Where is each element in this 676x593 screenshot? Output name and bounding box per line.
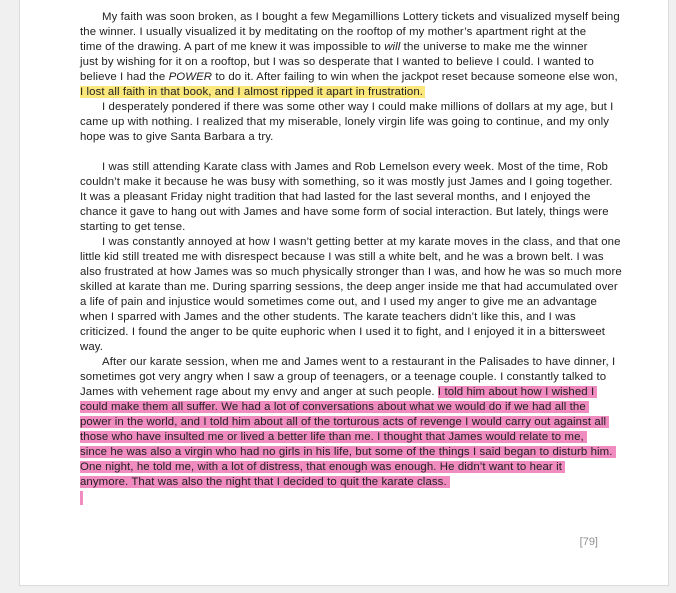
text-segment: My faith was soon broken, as I bought a few Megamillions Lottery tickets and visualized myself being [102, 11, 620, 23]
text-line [80, 415, 607, 430]
highlight-caret [80, 491, 83, 505]
text-segment: just by wishing for it on a rooftop, but I was so desperate that I wanted to believe I could. I wanted to [80, 56, 594, 68]
highlighted-text: I lost all faith in that book, and I almost ripped it apart in frustration. [80, 86, 424, 98]
text-line [80, 175, 613, 190]
text-segment: little kid still treated me with disrespect because I was still a white belt, and he was a brown belt. I was [80, 251, 604, 263]
paragraph [80, 355, 616, 490]
highlighted-text: power in the world, and I told him about all of the torturous acts of revenge I would carry out against all [80, 416, 609, 428]
text-line [80, 295, 598, 310]
text-segment: James with vehement rage about my envy and anger at such people. [80, 386, 438, 398]
text-line [80, 430, 598, 445]
text-line [80, 325, 606, 340]
text-segment: skilled at karate than me. During sparring sessions, the deep anger inside me that had accumulated over [80, 281, 618, 293]
text-line [80, 340, 598, 355]
text-line [80, 85, 598, 100]
text-segment: After our karate session, when me and James went to a restaurant in the Palisades to have dinner, I [102, 356, 616, 368]
highlighted-text: those who have insulted me or lived a better life than me. I thought that James would relate to me, [80, 431, 587, 443]
text-segment: hope was to give Santa Barbara a try. [80, 131, 274, 143]
text-line [80, 40, 598, 55]
text-line [80, 25, 598, 40]
text-segment: a life of pain and injustice would sometimes come out, and I used my anger to give me an advantage [80, 296, 597, 308]
empty-line [80, 490, 598, 510]
document-page [19, 0, 669, 586]
text-segment: It was a pleasant Friday night tradition that had lasted for the last several months, and I enjoyed the [80, 191, 591, 203]
paragraph [80, 235, 622, 355]
text-segment: POWER [168, 71, 213, 83]
paragraph [80, 100, 614, 145]
text-line [80, 460, 598, 475]
text-line [80, 190, 598, 205]
text-segment: I was still attending Karate class with James and Rob Lemelson every week. Most of the time, Rob [102, 161, 608, 173]
text-line [80, 475, 598, 490]
text-segment: chance it gave to hang out with James and have some form of social interaction. But lately, things were [80, 206, 609, 218]
text-line [80, 55, 598, 70]
paragraph [80, 160, 613, 235]
text-segment: way. [80, 341, 103, 353]
highlighted-text: could make them all suffer. We had a lot of conversations about what we would do if we had all the [80, 401, 589, 413]
text-line [80, 235, 621, 250]
text-segment: the universe to make me the winner [400, 41, 588, 53]
text-segment: starting to get tense. [80, 221, 186, 233]
text-segment: will [384, 41, 401, 53]
text-segment: to do it. After failing to win when the jackpot reset because someone else won, [212, 71, 618, 83]
highlighted-text: since he was also a virgin who had no girls in his life, but some of the things I said began to disturb him. [80, 446, 616, 458]
text-segment: I desperately pondered if there was some other way I could make millions of dollars at my age, but I [102, 101, 614, 113]
text-line [80, 280, 618, 295]
paragraph [80, 10, 620, 100]
text-segment: when I sparred with James and the other students. The karate teachers didn’t like this, and I was [80, 311, 576, 323]
text-line [80, 400, 598, 415]
text-line [80, 220, 598, 235]
text-segment: time of the drawing. A part of me knew it was impossible to [80, 41, 385, 53]
text-line [80, 70, 618, 85]
text-line [80, 250, 604, 265]
text-line [80, 385, 598, 400]
text-line [80, 445, 613, 460]
text-line [80, 265, 622, 280]
text-segment: sometimes got very angry when I saw a group of teenagers, or a teenage couple. I constantly talked to [80, 371, 607, 383]
text-line [80, 100, 614, 115]
text-line [80, 10, 620, 25]
highlighted-text: I told him about how I wished I [438, 386, 597, 398]
text-line [80, 205, 609, 220]
text-line [80, 160, 608, 175]
page-number: [79] [579, 536, 598, 548]
text-segment: couldn’t make it because he was busy with something, so it was mostly just James and I going together. [80, 176, 613, 188]
document-body [80, 10, 622, 510]
text-line [80, 370, 607, 385]
highlighted-text: anymore. That was also the night that I decided to quit the karate class. [80, 476, 450, 488]
text-segment: came up with nothing. I realized that my miserable, lonely virgin life was going to continue, and my only [80, 116, 610, 128]
text-segment: the winner. I usually visualized it by meditating on the rooftop of my mother’s apartment right at the [80, 26, 587, 38]
text-segment: believe I had the [80, 71, 169, 83]
text-segment: also frustrated at how James was so much physically stronger than I was, and how he was so much more [80, 266, 622, 278]
highlighted-text: One night, he told me, with a lot of distress, that enough was enough. He didn’t want to hear it [80, 461, 565, 473]
text-segment: criticized. I found the anger to be quite euphoric when I used it to fight, and I enjoyed it in a bittersweet [80, 326, 606, 338]
text-line [80, 355, 616, 370]
text-line [80, 310, 598, 325]
text-line [80, 130, 598, 145]
text-segment: I was constantly annoyed at how I wasn’t getting better at my karate moves in the class, and that one [102, 236, 621, 248]
text-line [80, 115, 610, 130]
